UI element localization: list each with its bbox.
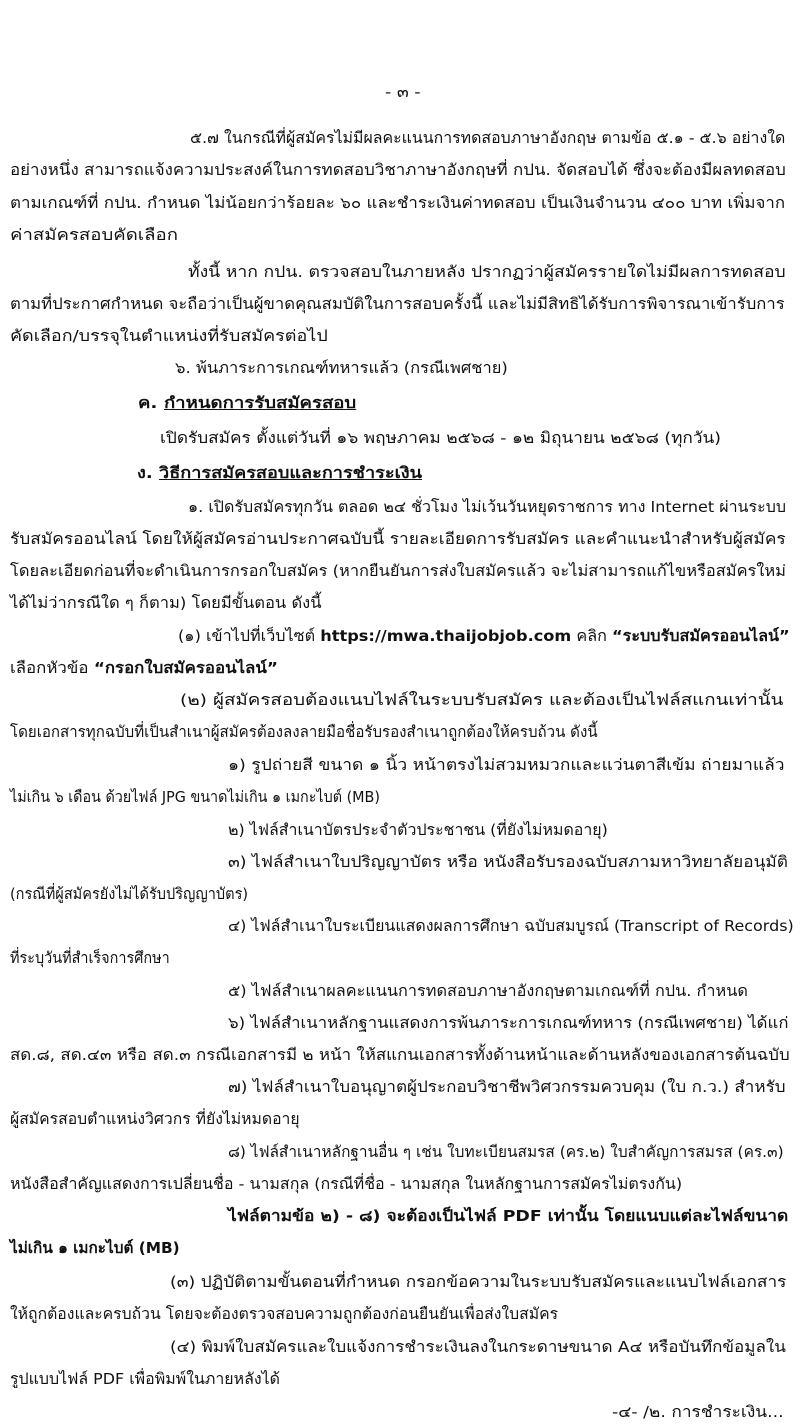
paragraph-line: (๔) พิมพ์ใบสมัครและใบแจ้งการชำระเงินลงในกระดาษขนาด A๔ หรือบันทึกข้อมูลใน bbox=[170, 1338, 786, 1356]
list-item: ๓) ไฟล์สำเนาใบปริญญาบัตร หรือ หนังสือรับรองฉบับสภามหาวิทยาลัยอนุมัติ bbox=[228, 853, 788, 871]
list-item: สด.๘, สด.๔๓ หรือ สด.๓ กรณีเอกสารมี ๒ หน้า ให้สแกนเอกสารทั้งด้านหน้าและด้านหลังของเอกสารต้นฉบับ bbox=[10, 1046, 790, 1064]
website-url[interactable]: https://mwa.thaijobjob.com bbox=[320, 627, 572, 645]
paragraph-line: ค่าสมัครสอบคัดเลือก bbox=[10, 226, 178, 244]
paragraph-line: ได้ไม่ว่ากรณีใด ๆ ก็ตาม) โดยมีขั้นตอน ดังนี้ bbox=[10, 594, 322, 612]
list-item: ที่ระบุวันที่สำเร็จการศึกษา bbox=[10, 949, 170, 967]
paragraph-line: เลือกหัวข้อ “กรอกใบสมัครออนไลน์” bbox=[10, 659, 278, 677]
paragraph-line: รูปแบบไฟล์ PDF เพื่อพิมพ์ในภายหลังได้ bbox=[10, 1370, 280, 1388]
paragraph-line: ตามเกณฑ์ที่ กปน. กำหนด ไม่น้อยกว่าร้อยละ ๖๐ และชำระเงินค่าทดสอบ เป็นเงินจำนวน ๔๐๐ บาท เพิ่มจาก bbox=[10, 194, 786, 212]
paragraph-line: (๒) ผู้สมัครสอบต้องแนบไฟล์ในระบบรับสมัคร และต้องเป็นไฟล์สแกนเท่านั้น bbox=[180, 691, 784, 709]
list-item: ไม่เกิน ๖ เดือน ด้วยไฟล์ JPG ขนาดไม่เกิน ๑ เมกะไบต์ (MB) bbox=[10, 788, 380, 806]
list-item: ๑) รูปถ่ายสี ขนาด ๑ นิ้ว หน้าตรงไม่สวมหมวกและแว่นตาสีเข้ม ถ่ายมาแล้ว bbox=[228, 756, 785, 774]
list-item: ๘) ไฟล์สำเนาหลักฐานอื่น ๆ เช่น ใบทะเบียนสมรส (คร.๒) ใบสำคัญการสมรส (คร.๓) bbox=[228, 1143, 784, 1161]
list-item: ผู้สมัครสอบตำแหน่งวิศวกร ที่ยังไม่หมดอายุ bbox=[10, 1110, 300, 1128]
list-item: ๖) ไฟล์สำเนาหลักฐานแสดงการพ้นภาระการเกณฑ์ทหาร (กรณีเพศชาย) ได้แก่ bbox=[228, 1014, 789, 1032]
list-item: ๔) ไฟล์สำเนาใบระเบียนแสดงผลการศึกษา ฉบับสมบูรณ์ (Transcript of Records) bbox=[228, 917, 794, 935]
page-number: - ๓ - bbox=[385, 83, 421, 101]
continuation-note: -๔- /๒. การชำระเงิน... bbox=[612, 1403, 784, 1421]
section-heading: ค. กำหนดการรับสมัครสอบ bbox=[138, 394, 357, 412]
paragraph-line: ๖. พ้นภาระการเกณฑ์ทหารแล้ว (กรณีเพศชาย) bbox=[175, 359, 508, 377]
paragraph-line: ให้ถูกต้องและครบถ้วน โดยจะต้องตรวจสอบความถูกต้องก่อนยืนยันเพื่อส่งใบสมัคร bbox=[10, 1305, 559, 1323]
list-item: (กรณีที่ผู้สมัครยังไม่ได้รับปริญญาบัตร) bbox=[10, 885, 249, 903]
paragraph-line: โดยละเอียดก่อนที่จะดำเนินการกรอกใบสมัคร (หากยืนยันการส่งใบสมัครแล้ว จะไม่สามารถแก้ไขหรือสมัครใหม่ bbox=[10, 562, 787, 580]
paragraph-line: เปิดรับสมัคร ตั้งแต่วันที่ ๑๖ พฤษภาคม ๒๕๖๘ - ๑๒ มิถุนายน ๒๕๖๘ (ทุกวัน) bbox=[160, 429, 722, 447]
paragraph-line: ๕.๗ ในกรณีที่ผู้สมัครไม่มีผลคะแนนการทดสอบภาษาอังกฤษ ตามข้อ ๕.๑ - ๕.๖ อย่างใด bbox=[190, 129, 786, 147]
paragraph-line: (๓) ปฏิบัติตามขั้นตอนที่กำหนด กรอกข้อความในระบบรับสมัครและแนบไฟล์เอกสาร bbox=[170, 1273, 787, 1291]
paragraph-line: ๑. เปิดรับสมัครทุกวัน ตลอด ๒๔ ชั่วโมง ไม่เว้นวันหยุดราชการ ทาง Internet ผ่านระบบ bbox=[188, 498, 787, 516]
paragraph-line: โดยเอกสารทุกฉบับที่เป็นสำเนาผู้สมัครต้องลงลายมือชื่อรับรองสำเนาถูกต้องให้ครบถ้วน ดังนี้ bbox=[10, 723, 598, 741]
list-item: ๒) ไฟล์สำเนาบัตรประจำตัวประชาชน (ที่ยังไม่หมดอายุ) bbox=[228, 821, 608, 839]
list-item: หนังสือสำคัญแสดงการเปลี่ยนชื่อ - นามสกุล (กรณีที่ชื่อ - นามสกุล ในหลักฐานการสมัครไม่ตรงกัน) bbox=[10, 1175, 683, 1193]
note-bold: ไม่เกิน ๑ เมกะไบต์ (MB) bbox=[10, 1239, 180, 1257]
note-bold: ไฟล์ตามข้อ ๒) - ๘) จะต้องเป็นไฟล์ PDF เท่านั้น โดยแนบแต่ละไฟล์ขนาด bbox=[228, 1207, 789, 1225]
paragraph-line: รับสมัครออนไลน์ โดยให้ผู้สมัครอ่านประกาศฉบับนี้ รายละเอียดการรับสมัคร และคำแนะนำสำหรับผู้สมัคร bbox=[10, 530, 786, 548]
list-item: ๕) ไฟล์สำเนาผลคะแนนการทดสอบภาษาอังกฤษตามเกณฑ์ที่ กปน. กำหนด bbox=[228, 982, 748, 1000]
paragraph-line: อย่างหนึ่ง สามารถแจ้งความประสงค์ในการทดสอบวิชาภาษาอังกฤษที่ กปน. จัดสอบได้ ซึ่งจะต้องมีผลทดสอบ bbox=[10, 161, 786, 179]
section-heading: ง. วิธีการสมัครสอบและการชำระเงิน bbox=[137, 464, 422, 482]
paragraph-line: ตามที่ประกาศกำหนด จะถือว่าเป็นผู้ขาดคุณสมบัติในการสอบครั้งนี้ และไม่มีสิทธิได้รับการพิจารณาเข้ารับการ bbox=[10, 295, 785, 313]
list-item: ๗) ไฟล์สำเนาใบอนุญาตผู้ประกอบวิชาชีพวิศวกรรมควบคุม (ใบ ก.ว.) สำหรับ bbox=[228, 1078, 786, 1096]
paragraph-line: (๑) เข้าไปที่เว็บไซต์ https://mwa.thaijobjob.com คลิก “ระบบรับสมัครออนไลน์” bbox=[178, 627, 790, 645]
paragraph-line: ทั้งนี้ หาก กปน. ตรวจสอบในภายหลัง ปรากฏว่าผู้สมัครรายใดไม่มีผลการทดสอบ bbox=[188, 263, 786, 281]
paragraph-line: คัดเลือก/บรรจุในตำแหน่งที่รับสมัครต่อไป bbox=[10, 327, 328, 345]
